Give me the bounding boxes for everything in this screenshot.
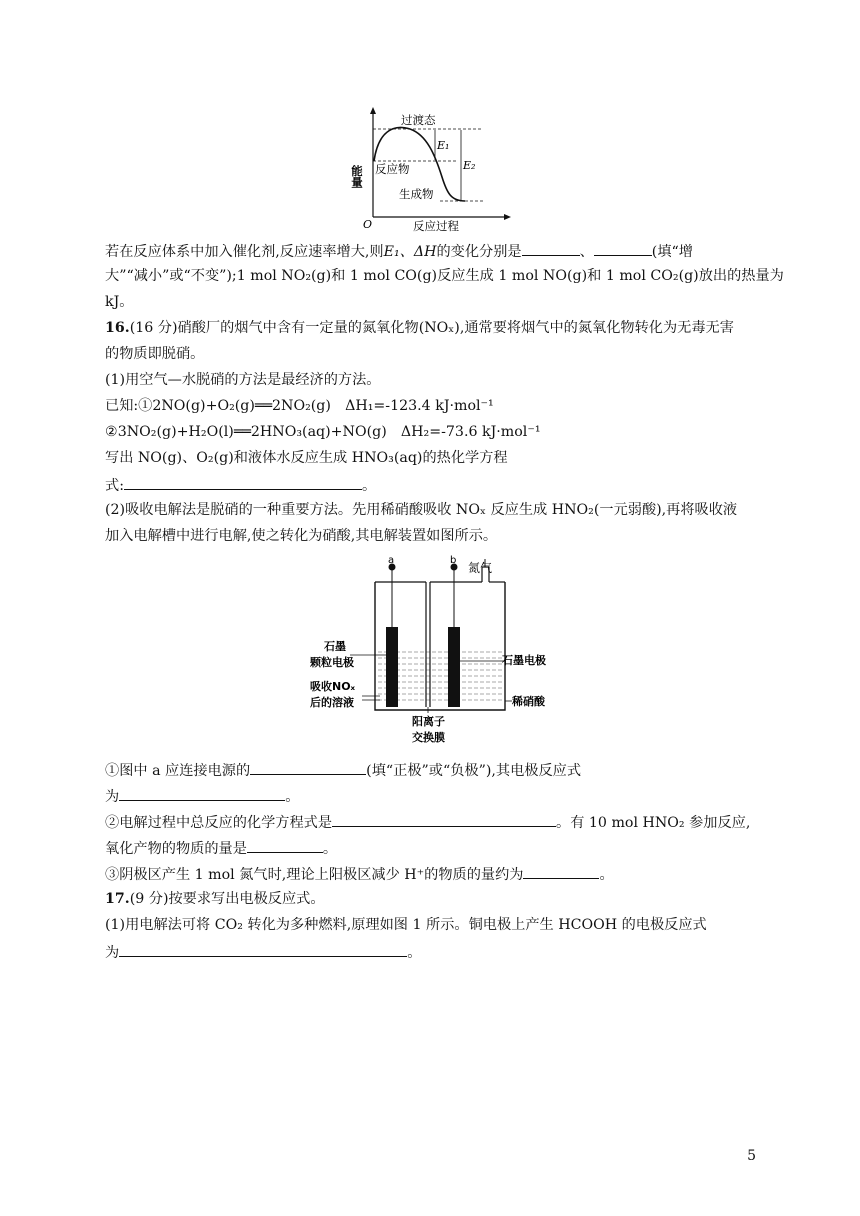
q16-line-9 (105, 527, 497, 545)
q16-text: 。 (285, 789, 300, 805)
fig1-e1: E₁ (437, 139, 450, 152)
fig2-membrane-2: 交换膜 (412, 731, 445, 744)
q16-sub-3 (105, 812, 750, 832)
q15-line-3 (105, 293, 133, 311)
q17-text: (1)用电解法可将 CO₂ 转化为多种燃料,原理如图 1 所示。铜电极上产生 HCOOH 的电极反应式 (105, 917, 707, 933)
fig1-reactant: 反应物 (375, 162, 410, 176)
q15-vars: E₁、ΔH (383, 244, 437, 260)
q16-text: 为 (105, 789, 120, 805)
q16-sub-4 (105, 838, 337, 858)
q16-line-6 (105, 449, 508, 467)
answer-blank[interactable] (119, 786, 285, 801)
q16-text: ②电解过程中总反应的化学方程式是 (105, 815, 333, 831)
q16-line-3 (105, 371, 380, 389)
q16-text: 。 (361, 478, 377, 494)
q15-text: 大”“减小”或“不变”);1 mol NO₂(g)和 1 mol CO(g)反应生成 1 mol NO(g)和 1 mol CO₂(g)放出的热量为 (105, 268, 784, 284)
q15-text: 的变化分别是 (436, 244, 522, 260)
q16-line-5 (105, 423, 541, 441)
fig1-ts: 过渡态 (401, 113, 436, 127)
q16-text: 写出 NO(g)、O₂(g)和液体水反应生成 HNO₃(aq)的热化学方程 (105, 450, 508, 466)
answer-blank[interactable] (247, 838, 323, 853)
question-number: 16. (105, 320, 130, 336)
q16-text: (填“正极”或“负极”),其电极反应式 (366, 763, 582, 779)
q16-text: 。 (322, 841, 338, 857)
fig1-ylabel: 能量 (350, 165, 364, 188)
fig2-graphite: 石墨 (324, 640, 346, 653)
answer-blank[interactable] (594, 241, 652, 256)
fig2-graphite-2: 颗粒电极 (310, 656, 354, 669)
q16-line-4 (105, 397, 494, 415)
energy-diagram (350, 105, 515, 233)
answer-blank[interactable] (119, 942, 407, 957)
q17-line-2 (105, 916, 707, 934)
equation-1: 已知:①2NO(g)+O₂(g)══2NO₂(g) ΔH₁=-123.4 kJ·mol⁻¹ (105, 398, 494, 414)
fig2-absorb: 吸收NOₓ (310, 680, 356, 693)
q17-text: 为 (105, 945, 120, 961)
q16-text: (16 分)硝酸厂的烟气中含有一定量的氮氧化物(NOₓ),通常要将烟气中的氮氧化物转化为无毒无害 (129, 320, 734, 336)
fig2-dilute-acid: 稀硝酸 (512, 695, 545, 708)
q15-text: 若在反应体系中加入催化剂,反应速率增大,则 (105, 244, 384, 260)
fig2-membrane: 阳离子 (412, 715, 445, 728)
equation-2: ②3NO₂(g)+H₂O(l)══2HNO₃(aq)+NO(g) ΔH₂=-73.6 kJ·mol⁻¹ (105, 424, 541, 440)
answer-blank[interactable] (250, 760, 366, 775)
q16-text: 的物质即脱硝。 (105, 346, 205, 362)
page-number: 5 (747, 1148, 756, 1164)
q16-text: 氧化产物的物质的量是 (105, 841, 247, 857)
q15-text: (填“增 (651, 244, 693, 260)
q16-line-7 (105, 475, 376, 495)
answer-blank[interactable] (522, 241, 580, 256)
q16-line-1 (105, 319, 734, 337)
answer-blank[interactable] (332, 812, 556, 827)
q16-text: 。 (599, 867, 614, 883)
q16-text: (1)用空气—水脱硝的方法是最经济的方法。 (105, 372, 381, 388)
q16-text: ③阴极区产生 1 mol 氮气时,理论上阳极区减少 H⁺的物质的量约为 (105, 867, 524, 883)
q17-line-3 (105, 942, 421, 962)
q15-line-2 (105, 267, 784, 285)
fig1-product: 生成物 (399, 187, 434, 201)
q15-line-1 (105, 241, 693, 261)
fig1-origin: O (363, 218, 373, 231)
q16-text: 式: (105, 478, 124, 494)
q16-text: 。有 10 mol HNO₂ 参加反应, (556, 815, 751, 831)
q16-sub-2 (105, 786, 299, 806)
q17-line-1 (105, 890, 325, 908)
q16-line-8 (105, 501, 737, 519)
q15-sep: 、 (579, 244, 594, 260)
q16-text: (2)吸收电解法是脱硝的一种重要方法。先用稀硝酸吸收 NOₓ 反应生成 HNO₂(一元弱酸),再将吸收液 (105, 502, 738, 518)
q17-text: 。 (407, 945, 422, 961)
fig2-absorb-2: 后的溶液 (310, 696, 354, 709)
fig2-a: a (388, 555, 395, 566)
fig1-xlabel: 反应过程 (413, 219, 459, 233)
q16-text: ①图中 a 应连接电源的 (105, 763, 251, 779)
answer-blank[interactable] (124, 475, 362, 490)
question-number: 17. (105, 891, 130, 907)
fig1-e2: E₂ (463, 159, 476, 172)
answer-blank[interactable] (523, 864, 599, 879)
fig2-b: b (450, 555, 457, 566)
q16-sub-1 (105, 760, 581, 780)
q15-text: kJ。 (105, 294, 134, 310)
q16-text: 加入电解槽中进行电解,使之转化为硝酸,其电解装置如图所示。 (105, 528, 498, 544)
q16-line-2 (105, 345, 204, 363)
q16-sub-5 (105, 864, 614, 884)
electrolysis-diagram (300, 555, 560, 750)
fig2-graphite-electrode: 石墨电极 (502, 654, 546, 667)
q17-text: (9 分)按要求写出电极反应式。 (129, 891, 325, 907)
fig2-nitrogen: 氮气 (468, 561, 493, 575)
